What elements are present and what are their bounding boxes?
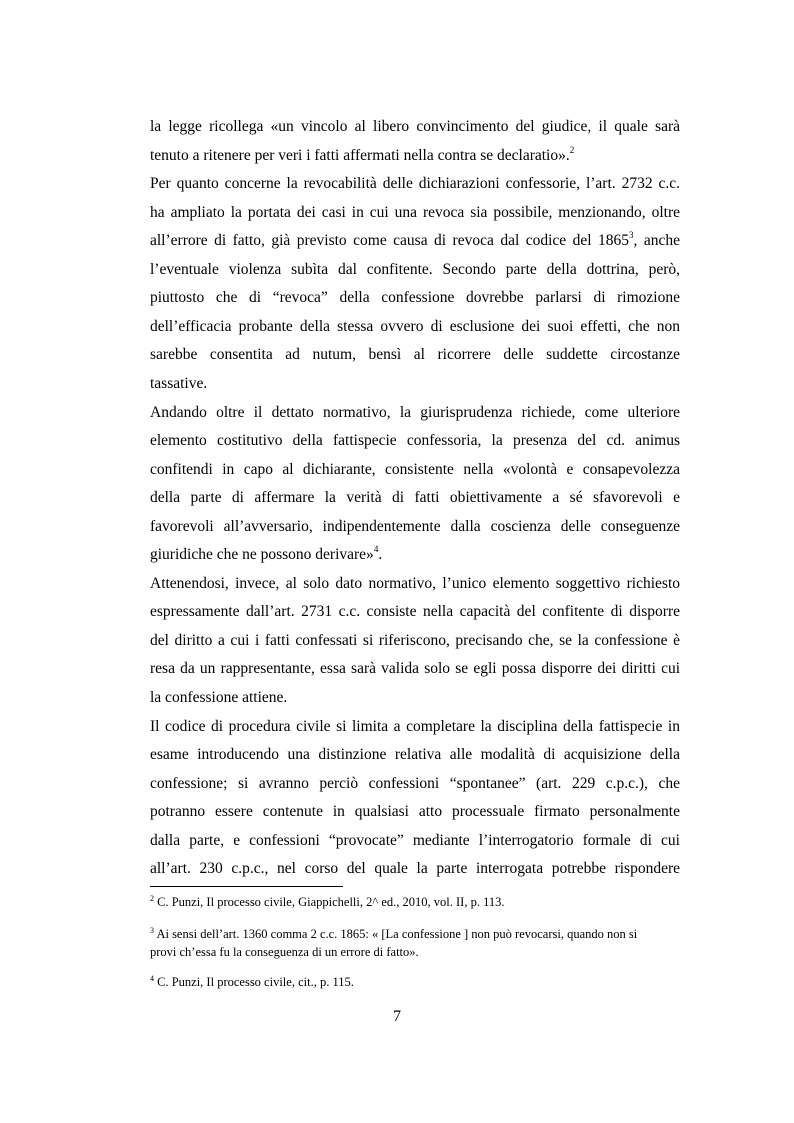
body-line: Attenendosi, invece, al solo dato normativo, l’unico elemento soggettivo richiesto	[150, 574, 680, 592]
body-line: resa da un rappresentante, essa sarà valida solo se egli possa disporre dei diritti cui	[150, 660, 680, 678]
body-line: confessione; si avranno perciò confessioni “spontanee” (art. 229 c.p.c.), che	[150, 774, 680, 792]
body-line: Per quanto concerne la revocabilità delle dichiarazioni confessorie, l’art. 2732 c.c.	[150, 175, 680, 193]
body-line: giuridiche che ne possono derivare»$^4$.	[150, 544, 383, 564]
body-line: all’art. 230 c.p.c., nel corso del quale la parte interrogata potrebbe rispondere	[150, 860, 680, 878]
body-line: Andando oltre il dettato normativo, la giurisprudenza richiede, come ulteriore	[150, 403, 680, 421]
body-line: confitendi in capo al dichiarante, consistente nella «volontà e consapevolezza	[150, 460, 680, 478]
body-line: Il codice di procedura civile si limita a completare la disciplina della fattispecie in	[150, 717, 680, 735]
footnote-ref[interactable]: 3	[629, 230, 634, 241]
body-line: dalla parte, e confessioni “provocate” mediante l’interrogatorio formale di cui	[150, 831, 680, 849]
body-line: potranno essere contenute in qualsiasi atto processuale firmato personalmente	[150, 803, 680, 821]
body-line: tenuto a ritenere per veri i fatti affermati nella contra se declaratio».$^2$	[150, 144, 575, 164]
body-line: esame introducendo una distinzione relativa alle modalità di acquisizione della	[150, 746, 680, 764]
body-line: la confessione attiene.	[150, 689, 288, 706]
body-line: tassative.	[150, 374, 208, 392]
footnote-line: provi ch’essa fu la conseguenza di un errore di fatto».	[150, 945, 419, 959]
body-line: del diritto a cui i fatti confessati si riferiscono, precisando che, se la confessione è	[150, 631, 680, 649]
body-line: l’eventuale violenza subìta dal confitente. Secondo parte della dottrina, però,	[150, 260, 680, 278]
body-line: favorevoli all’avversario, indipendentemente dalla coscienza delle conseguenze	[150, 517, 680, 535]
footnote-number: 2	[150, 894, 154, 903]
body-line: elemento costitutivo della fattispecie confessoria, la presenza del cd. animus	[150, 432, 680, 450]
footnote-line: $^2$ C. Punzi, Il processo civile, Giappichelli, 2^ ed., 2010, vol. II, p. 113.	[150, 894, 505, 909]
body-line: all’errore di fatto, già previsto come causa di revoca dal codice del 1865$^3$, anche	[150, 230, 680, 250]
footnote-number: 3	[150, 926, 154, 935]
footnote-line: $^3$ Ai sensi dell’art. 1360 comma 2 c.c. 1865: « [La confessione ] non può revocarsi, quando non si	[150, 926, 638, 941]
page-number: 7	[393, 1008, 401, 1025]
footnote-number: 4	[150, 974, 154, 983]
body-line: sarebbe consentita ad nutum, bensì al ricorrere delle suddette circostanze	[150, 346, 680, 364]
body-line: piuttosto che di “revoca” della confessione dovrebbe parlarsi di rimozione	[150, 289, 680, 307]
body-line: espressamente dall’art. 2731 c.c. consiste nella capacità del confitente di disporre	[150, 603, 680, 621]
footnote-ref[interactable]: 4	[373, 544, 379, 555]
body-line: la legge ricollega «un vincolo al libero convincimento del giudice, il quale sarà	[150, 118, 680, 135]
body-line: ha ampliato la portata dei casi in cui una revoca sia possibile, menzionando, oltre	[150, 203, 680, 221]
footnote-line: $^4$ C. Punzi, Il processo civile, cit., p. 115.	[150, 974, 354, 989]
footnote-ref[interactable]: 2	[569, 144, 575, 155]
body-line: dell’efficacia probante della stessa ovvero di esclusione dei suoi effetti, che non	[150, 317, 680, 335]
body-line: della parte di affermare la verità di fatti obiettivamente a sé sfavorevoli e	[150, 489, 680, 507]
footnote-separator	[150, 886, 343, 887]
